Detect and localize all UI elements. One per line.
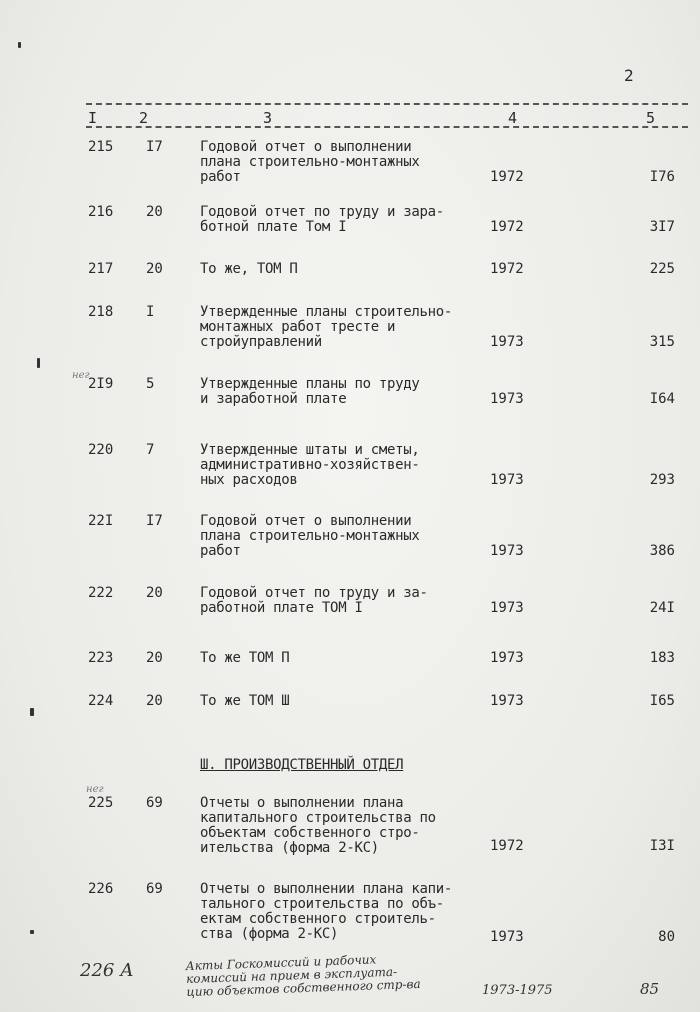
row-number: 224 bbox=[88, 693, 114, 709]
row-year: 1973 bbox=[490, 600, 524, 616]
handwritten-row-title: Акты Госкомиссий и рабочих комиссий на прием в эксплуата- цию объектов собственного стр-ва bbox=[185, 952, 421, 1000]
row-count: I7 bbox=[146, 139, 163, 155]
row-count: 69 bbox=[146, 881, 163, 897]
row-count: 20 bbox=[146, 693, 163, 709]
row-sheets: 315 bbox=[649, 334, 675, 350]
row-sheets: 225 bbox=[649, 261, 675, 277]
row-year: 1973 bbox=[490, 391, 524, 407]
row-title: Утвержденные штаты и сметы, административно-хозяйствен- ных расходов bbox=[200, 442, 420, 488]
row-count: 20 bbox=[146, 650, 163, 666]
row-year: 1972 bbox=[490, 219, 524, 235]
row-title: То же ТОМ П bbox=[200, 650, 290, 666]
scan-speck bbox=[30, 930, 34, 934]
row-sheets: I76 bbox=[649, 169, 675, 185]
margin-note: нег bbox=[72, 370, 90, 381]
row-year: 1973 bbox=[490, 929, 524, 945]
row-number: 215 bbox=[88, 139, 114, 155]
row-title: Годовой отчет о выполнении плана строительно-монтажных работ bbox=[200, 513, 420, 559]
row-sheets: 80 bbox=[658, 929, 675, 945]
row-title: Утвержденные планы строительно- монтажных работ тресте и стройуправлений bbox=[200, 304, 452, 350]
row-sheets: 386 bbox=[649, 543, 675, 559]
row-sheets: I3I bbox=[649, 838, 675, 854]
row-year: 1972 bbox=[490, 261, 524, 277]
column-header-3: 3 bbox=[263, 109, 273, 127]
row-title: Годовой отчет по труду и зара- ботной плате Том I bbox=[200, 204, 444, 235]
row-title: То же, ТОМ П bbox=[200, 261, 298, 277]
row-sheets: 183 bbox=[649, 650, 675, 666]
column-header-5: 5 bbox=[646, 109, 656, 127]
row-number: 218 bbox=[88, 304, 114, 320]
row-count: 20 bbox=[146, 204, 163, 220]
row-title: Отчеты о выполнении плана капи- тального строительства по объ- ектам собственного строитель- ства (форма 2-КС) bbox=[200, 881, 452, 942]
row-year: 1972 bbox=[490, 838, 524, 854]
row-year: 1972 bbox=[490, 169, 524, 185]
row-year: 1973 bbox=[490, 693, 524, 709]
column-header-1: I bbox=[88, 109, 98, 127]
handwritten-row-sheets: 85 bbox=[640, 980, 660, 998]
section-heading: Ш. ПРОИЗВОДСТВЕННЫЙ ОТДЕЛ bbox=[200, 757, 404, 773]
row-number: 225 bbox=[88, 795, 114, 811]
row-sheets: 293 bbox=[649, 472, 675, 488]
scan-speck bbox=[30, 708, 34, 716]
scan-speck bbox=[18, 42, 21, 48]
row-sheets: 3I7 bbox=[649, 219, 675, 235]
row-count: 20 bbox=[146, 585, 163, 601]
scan-speck bbox=[37, 358, 40, 368]
row-year: 1973 bbox=[490, 650, 524, 666]
row-title: Годовой отчет о выполнении плана строительно-монтажных работ bbox=[200, 139, 420, 185]
row-year: 1973 bbox=[490, 472, 524, 488]
row-count: 5 bbox=[146, 376, 155, 392]
row-year: 1973 bbox=[490, 543, 524, 559]
row-count: 69 bbox=[146, 795, 163, 811]
row-number: 226 bbox=[88, 881, 114, 897]
handwritten-row-number: 226 А bbox=[80, 960, 134, 981]
row-title: Годовой отчет по труду и за- работной плате ТОМ I bbox=[200, 585, 428, 616]
row-sheets: I64 bbox=[649, 391, 675, 407]
header-divider-bottom bbox=[86, 126, 688, 128]
row-count: I bbox=[146, 304, 155, 320]
row-number: 2I9 bbox=[88, 376, 114, 392]
row-number: 217 bbox=[88, 261, 114, 277]
row-title: Отчеты о выполнении плана капитального строительства по объектам собственного стро- ительства (форма 2-КС) bbox=[200, 795, 436, 856]
page-number: 2 bbox=[624, 66, 634, 85]
handwritten-row-years: 1973-1975 bbox=[482, 983, 553, 998]
header-divider-top bbox=[86, 103, 688, 105]
row-number: 220 bbox=[88, 442, 114, 458]
row-sheets: 24I bbox=[649, 600, 675, 616]
row-number: 223 bbox=[88, 650, 114, 666]
column-header-2: 2 bbox=[139, 109, 149, 127]
row-number: 216 bbox=[88, 204, 114, 220]
column-header-4: 4 bbox=[508, 109, 518, 127]
row-sheets: I65 bbox=[649, 693, 675, 709]
margin-note: нег bbox=[86, 784, 104, 795]
row-number: 222 bbox=[88, 585, 114, 601]
row-title: То же ТОМ Ш bbox=[200, 693, 290, 709]
row-number: 22I bbox=[88, 513, 114, 529]
row-count: 20 bbox=[146, 261, 163, 277]
row-title: Утвержденные планы по труду и заработной плате bbox=[200, 376, 420, 407]
row-count: I7 bbox=[146, 513, 163, 529]
row-year: 1973 bbox=[490, 334, 524, 350]
row-count: 7 bbox=[146, 442, 155, 458]
